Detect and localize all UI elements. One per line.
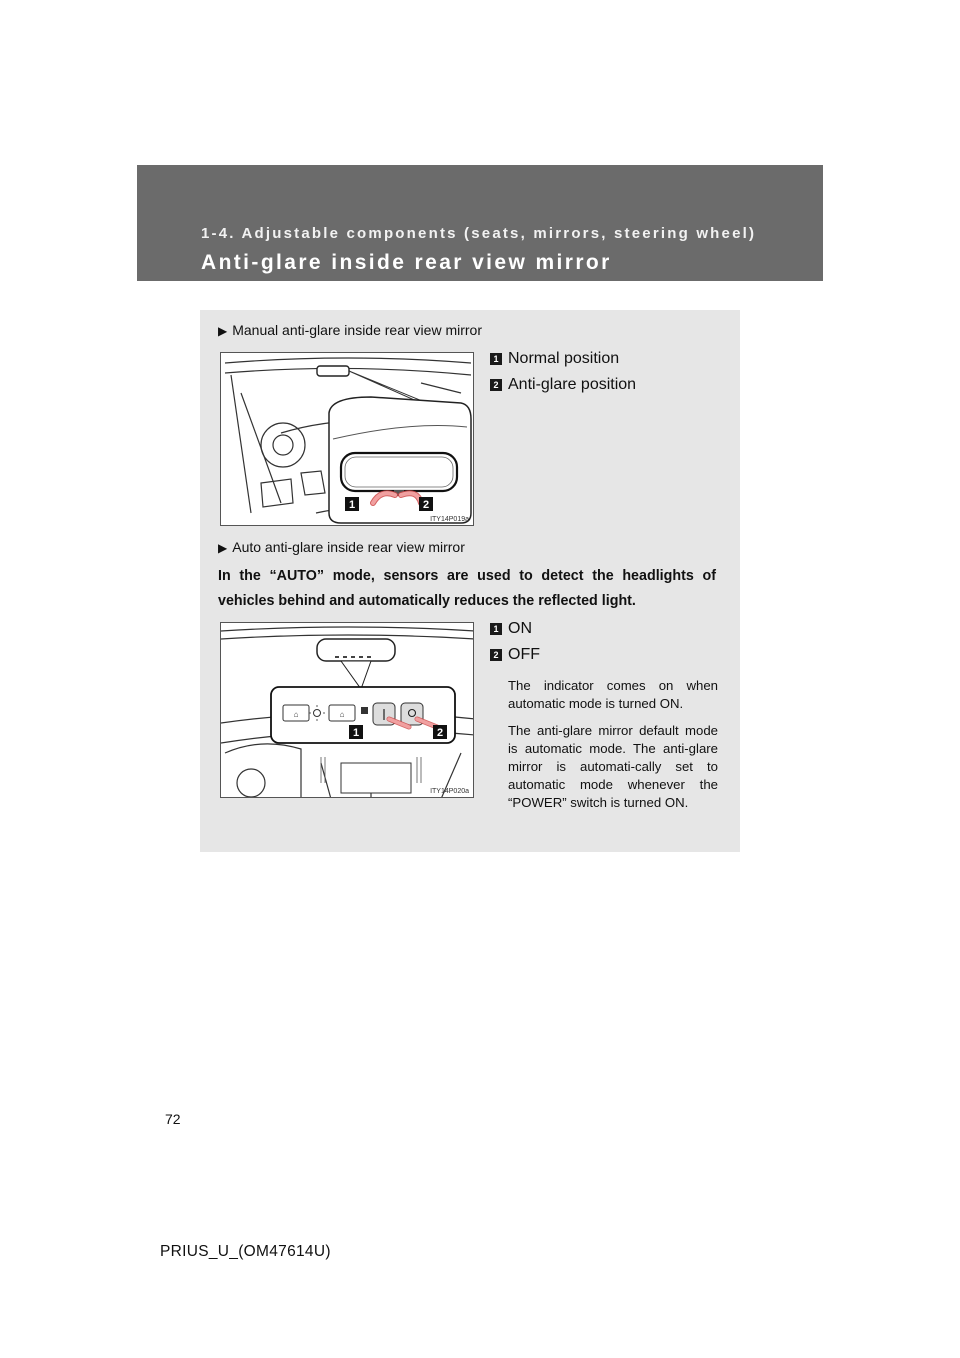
figure-code: ITY14P019a (430, 516, 469, 523)
legend-item (490, 646, 540, 664)
document-code: PRIUS_U_(OM47614U) (160, 1243, 331, 1260)
triangle-right-icon: ▶ (218, 541, 228, 555)
manual-mirror-heading (218, 322, 482, 338)
legend-label: Anti-glare position (508, 376, 637, 393)
svg-text:⌂: ⌂ (339, 710, 345, 719)
legend-item (490, 376, 636, 394)
auto-mirror-heading (218, 539, 465, 555)
manual-mirror-illustration (220, 352, 474, 526)
legend-label: Normal position (508, 350, 620, 367)
page-title: Anti-glare inside rear view mirror (201, 251, 612, 274)
legend-label: OFF (508, 646, 540, 663)
manual-mirror-drawing (221, 353, 474, 526)
auto-mirror-heading-text: Auto anti-glare inside rear view mirror (232, 539, 465, 555)
triangle-right-icon: ▶ (218, 324, 228, 338)
number-2-badge: 2 (490, 649, 502, 661)
svg-text:1: 1 (348, 499, 356, 511)
svg-text:⌂: ⌂ (293, 710, 299, 719)
manual-mirror-heading-text: Manual anti-glare inside rear view mirror (232, 322, 482, 338)
content-panel (200, 310, 740, 852)
auto-mirror-illustration (220, 622, 474, 798)
indicator-note: The indicator comes on when automatic mode is turned ON. (508, 678, 718, 711)
number-2-badge: 2 (490, 379, 502, 391)
svg-text:2: 2 (436, 727, 444, 739)
svg-text:1: 1 (352, 727, 360, 739)
auto-mode-description: In the “AUTO” mode, sensors are used to detect the headlights of vehicles behind and automatically reduces the reflected light. (218, 568, 716, 609)
auto-mirror-drawing (221, 623, 474, 798)
section-label: 1-4. Adjustable components (seats, mirrors, steering wheel) (201, 225, 757, 242)
legend-label: ON (508, 620, 532, 637)
svg-text:2: 2 (422, 499, 430, 511)
section-header (137, 165, 823, 281)
number-1-badge: 1 (490, 353, 502, 365)
figure-code: ITY14P020a (430, 788, 469, 795)
legend-item (490, 350, 619, 368)
default-mode-note: The anti-glare mirror default mode is automatic mode. The anti-glare mirror is automati-cally set to automatic mode whenever the “POWER” switch is turned ON. (508, 723, 718, 810)
page-number: 72 (165, 1111, 181, 1127)
number-1-badge: 1 (490, 623, 502, 635)
legend-item (490, 620, 532, 638)
